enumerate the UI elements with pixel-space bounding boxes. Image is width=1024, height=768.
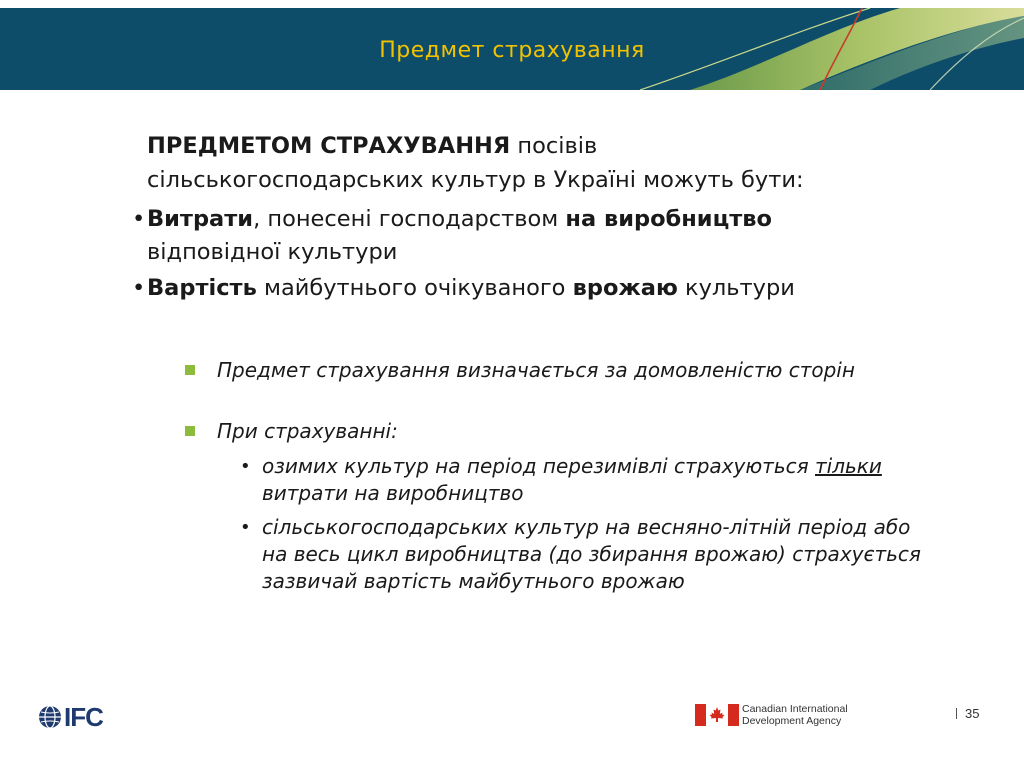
- bullet-value-bold: Вартість: [147, 275, 257, 301]
- canada-flag-icon: [695, 704, 739, 726]
- sub-item-agreement: Предмет страхування визначається за домовленістю сторін: [217, 358, 855, 382]
- globe-icon: [38, 705, 62, 729]
- slide-title: Предмет страхування: [379, 38, 645, 63]
- bullet-costs: [132, 203, 912, 269]
- winter-text-post: витрати на виробництво: [262, 481, 524, 505]
- bullet-costs-text: , понесені господарством: [253, 206, 566, 232]
- bullet-costs-text-2: відповідної культури: [147, 239, 398, 265]
- page-number: [956, 706, 979, 721]
- sub-item-when-insuring: При страхуванні:: [217, 419, 398, 443]
- cida-line-1: Canadian International: [742, 703, 848, 715]
- page-separator: [956, 708, 957, 719]
- sub-bullet-dot-icon: •: [240, 517, 251, 538]
- sub-sub-item-spring-summer: сільськогосподарських культур на весняно-літній період або на весь цикл виробництва (до збирання врожаю) страхується зазвичай вартість майбутнього врожаю: [262, 515, 921, 593]
- bullet-dot-icon: •: [132, 206, 146, 232]
- intro-paragraph: [147, 129, 907, 197]
- winter-text-underlined: тільки: [815, 454, 882, 478]
- intro-bold: ПРЕДМЕТОМ СТРАХУВАННЯ: [147, 133, 511, 159]
- cida-line-2: Development Agency: [742, 715, 842, 727]
- bullet-costs-bold: Витрати: [147, 206, 254, 232]
- square-bullet-icon: [185, 426, 195, 436]
- square-bullet-icon: [185, 365, 195, 375]
- bullet-value: [132, 272, 912, 305]
- page-number-value: 35: [965, 706, 980, 721]
- sub-bullet-dot-icon: •: [240, 456, 251, 477]
- ifc-logo-text: IFC: [64, 701, 103, 732]
- ifc-logo: [38, 703, 103, 731]
- bullet-costs-bold-2: на виробництво: [565, 206, 772, 232]
- cida-logo: [695, 703, 848, 727]
- intro-line-2: сільськогосподарських культур в Україні можуть бути:: [147, 167, 804, 193]
- winter-text-pre: озимих культур на період перезимівлі страхуються: [262, 454, 815, 478]
- header-bar: [0, 8, 1024, 90]
- bullet-value-text: майбутнього очікуваного: [256, 275, 573, 301]
- bullet-value-text-2: культури: [677, 275, 795, 301]
- sub-sub-item-winter: [262, 453, 922, 507]
- intro-rest: посівів: [510, 133, 598, 159]
- bullet-dot-icon: •: [132, 275, 146, 301]
- bullet-value-bold-2: врожаю: [572, 275, 678, 301]
